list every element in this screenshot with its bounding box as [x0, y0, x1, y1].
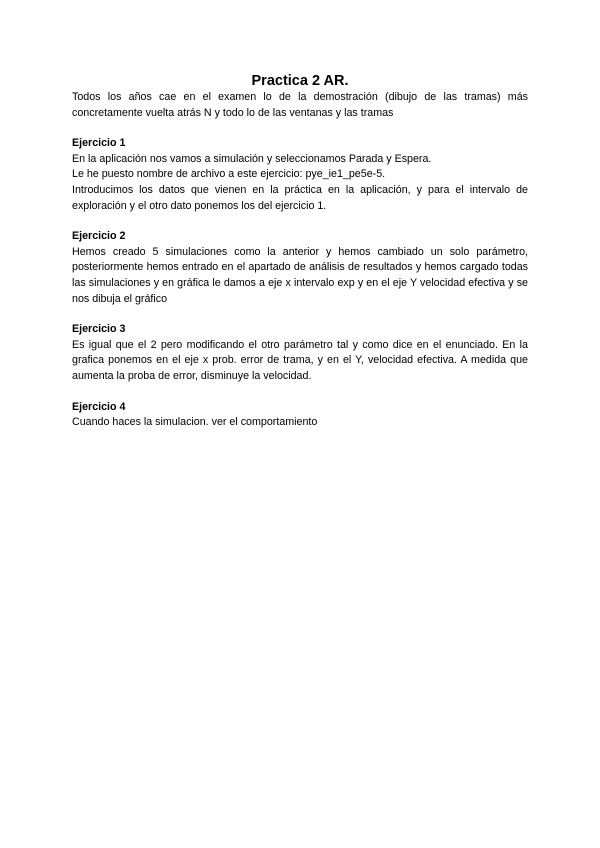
document-page: [72, 73, 528, 431]
section-paragraph: Es igual que el 2 pero modificando el otro parámetro tal y como dice en el enunciado. En la grafica ponemos en el eje x prob. error de trama, y en el Y, velocidad efectiva. A medida que aumenta la proba de error, disminuye la velocidad.: [72, 338, 528, 382]
intro-paragraph: Todos los años cae en el examen lo de la demostración (dibujo de las tramas) más concretamente vuelta atrás N y todo lo de las ventanas y las tramas: [72, 91, 528, 119]
section-heading: Ejercicio 4: [72, 400, 126, 413]
section-paragraph: Le he puesto nombre de archivo a este ejercicio: pye_ie1_pe5e-5.: [72, 168, 386, 181]
section-heading: Ejercicio 2: [72, 230, 126, 243]
section-paragraph: Cuando haces la simulacion. ver el comportamiento: [72, 416, 318, 429]
section-paragraph: En la aplicación nos vamos a simulación y seleccionamos Parada y Espera.: [72, 152, 432, 165]
document-title: Practica 2 AR.: [251, 73, 349, 89]
section-ejercicio-4: [72, 400, 528, 431]
section-ejercicio-2: [72, 229, 528, 307]
section-paragraph: Introducimos los datos que vienen en la práctica en la aplicación, y para el intervalo de exploración y el otro dato ponemos los del ejercicio 1.: [72, 183, 528, 212]
section-ejercicio-3: [72, 322, 528, 384]
section-paragraph: Hemos creado 5 simulaciones como la anterior y hemos cambiado un solo parámetro, posteriormente hemos entrado en el apartado de análisis de resultados y hemos cargado todas las simulaciones y en gráfica le damos a eje x intervalo exp y en el eje Y velocidad efectiva y se nos dibuja el gráfico: [72, 245, 528, 305]
section-heading: Ejercicio 3: [72, 323, 126, 336]
section-heading: Ejercicio 1: [72, 137, 126, 150]
section-ejercicio-1: [72, 136, 528, 214]
